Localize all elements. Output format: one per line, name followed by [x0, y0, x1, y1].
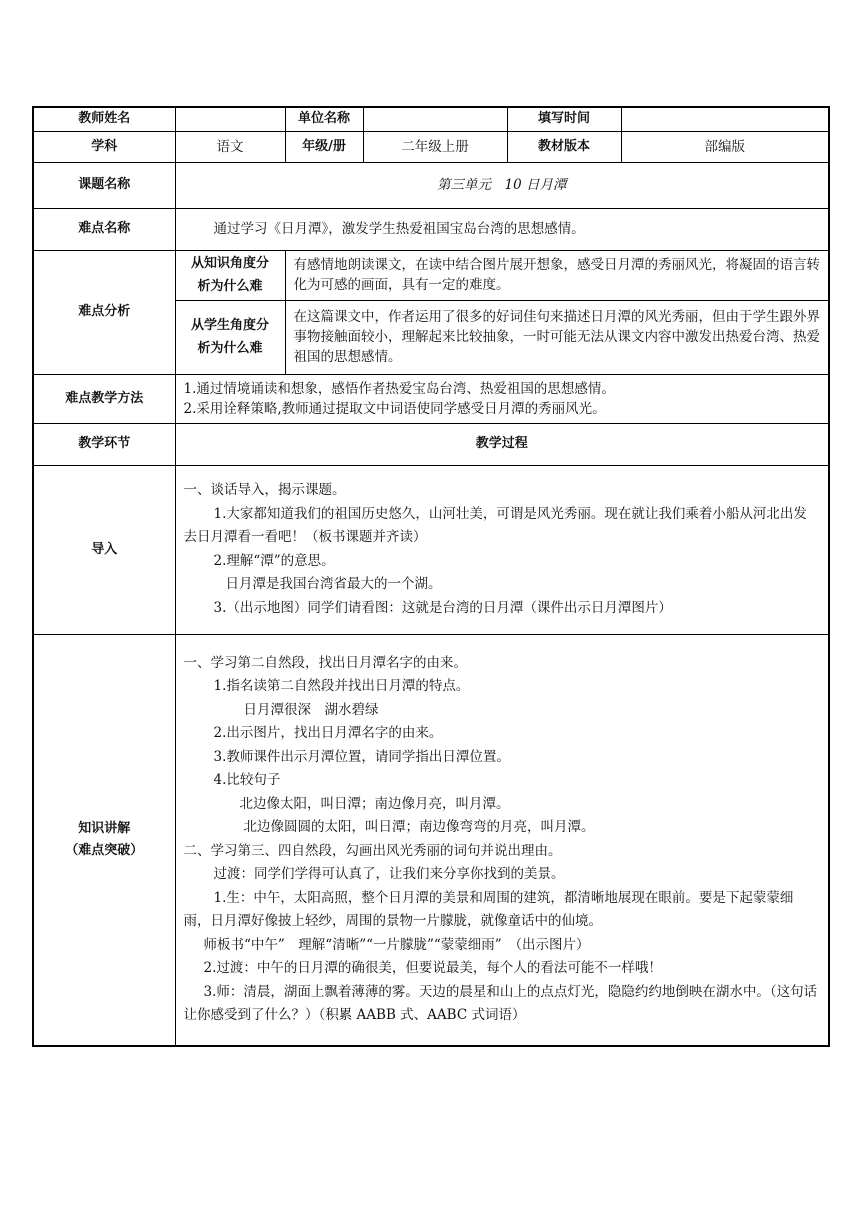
intro-line-4: 日月潭是我国台湾省最大的一个湖。 [225, 576, 442, 592]
grade-label: 年级/册 [285, 131, 363, 162]
unit-name-label: 单位名称 [285, 107, 363, 131]
knowledge-angle-label [175, 250, 285, 300]
intro-content [175, 465, 829, 634]
intro-label: 导入 [33, 465, 175, 634]
method-line-2: 2.采用诠释策略,教师通过提取文中词语使同学感受日月潭的秀丽风光。 [183, 400, 606, 417]
knowledge-angle-label-line1: 从知识角度分 [190, 256, 269, 271]
knowledge-line-14: 3.师：清晨，湖面上飘着薄薄的雾。天边的晨星和山上的点点灯光，隐隐约约地倒映在湖水中。（这句话让你感受到了什么？）（积累 AABB 式、AABC 式词语） [183, 983, 818, 1024]
intro-line-3: 2.理解“潭”的意思。 [213, 552, 335, 569]
method-text [175, 374, 829, 423]
fill-date-label: 填写时间 [507, 107, 621, 131]
knowledge-angle-label-line2: 析为什么难 [197, 279, 263, 294]
knowledge-line-4: 2.出示图片，找出日月潭名字的由来。 [213, 725, 443, 742]
process-header: 教学过程 [175, 423, 829, 465]
method-line-1: 1.通过情境诵读和想象，感悟作者热爱宝岛台湾、热爱祖国的思想感情。 [183, 380, 615, 397]
lesson-title-value: 第三单元 10 日月潭 [175, 162, 829, 208]
knowledge-line-13: 2.过渡：中午的日月潭的确很美，但要说最美，每个人的看法可能不一样哦！ [203, 960, 662, 977]
knowledge-line-5: 3.教师课件出示月潭位置，请同学指出日潭位置。 [213, 748, 510, 765]
difficulty-value: 通过学习《日月潭》，激发学生热爱祖国宝岛台湾的思想感情。 [175, 208, 829, 250]
knowledge-label-line2: （难点突破） [65, 842, 144, 858]
knowledge-line-7: 北边像太阳，叫日潭；南边像月亮，叫月潭。 [239, 795, 510, 812]
knowledge-line-9: 二、学习第三、四自然段，勾画出风光秀丽的词句并说出理由。 [183, 842, 562, 859]
intro-row [33, 465, 829, 634]
difficulty-row [33, 208, 829, 250]
knowledge-line-10: 过渡：同学们学得可认真了，让我们来分享你找到的美景。 [213, 866, 565, 883]
subject-value: 语文 [175, 131, 285, 162]
knowledge-row [33, 634, 829, 1046]
lesson-title-row [33, 162, 829, 208]
stage-header: 教学环节 [33, 423, 175, 465]
analysis-label: 难点分析 [33, 250, 175, 374]
teacher-name-label: 教师姓名 [33, 107, 175, 131]
grade-value: 二年级上册 [363, 131, 507, 162]
student-angle-label [175, 300, 285, 374]
knowledge-content [175, 634, 829, 1046]
lesson-plan-table [32, 106, 830, 1047]
knowledge-label-line1: 知识讲解 [78, 820, 131, 836]
intro-line-2: 1.大家都知道我们的祖国历史悠久，山河壮美，可谓是风光秀丽。现在就让我们乘着小船从河北出发去日月潭看一看吧！（板书课题并齐读） [183, 505, 807, 545]
meta-row [33, 131, 829, 162]
knowledge-line-8: 北边像圆圆的太阳，叫日潭；南边像弯弯的月亮，叫月潭。 [243, 819, 595, 836]
method-label: 难点教学方法 [33, 374, 175, 423]
teacher-name-value [175, 107, 285, 131]
student-angle-text: 在这篇课文中，作者运用了很多的好词佳句来描述日月潭的风光秀丽，但由于学生跟外界事物接触面较小，理解起来比较抽象，一时可能无法从课文内容中激发出热爱台湾、热爱祖国的思想感情。 [285, 300, 829, 374]
knowledge-label [33, 634, 175, 1046]
knowledge-line-6: 4.比较句子 [213, 772, 281, 789]
knowledge-line-2: 1.指名读第二自然段并找出日月潭的特点。 [213, 678, 470, 695]
lesson-plan-page [32, 106, 828, 1047]
analysis-knowledge-row [33, 250, 829, 300]
intro-line-1: 一、谈话导入，揭示课题。 [183, 482, 346, 498]
subject-label: 学科 [33, 131, 175, 162]
unit-name-value [363, 107, 507, 131]
lesson-title-label: 课题名称 [33, 162, 175, 208]
edition-label: 教材版本 [507, 131, 621, 162]
fill-date-value [621, 107, 829, 131]
knowledge-line-11: 1.生：中午，太阳高照，整个日月潭的美景和周围的建筑，都清晰地展现在眼前。要是下起蒙蒙细雨，日月潭好像披上轻纱，周围的景物一片朦胧，就像童话中的仙境。 [183, 889, 794, 930]
knowledge-line-1: 一、学习第二自然段，找出日月潭名字的由来。 [183, 654, 467, 671]
knowledge-line-3: 日月潭很深 湖水碧绿 [243, 701, 379, 718]
knowledge-line-12: 师板书“中午” 理解“清晰”“一片朦胧”“蒙蒙细雨” （出示图片） [203, 936, 590, 953]
knowledge-angle-text: 有感情地朗读课文，在读中结合图片展开想象，感受日月潭的秀丽风光，将凝固的语言转化为可感的画面，具有一定的难度。 [285, 250, 829, 300]
method-row [33, 374, 829, 423]
student-angle-label-line1: 从学生角度分 [190, 318, 269, 333]
intro-line-5: 3.（出示地图）同学们请看图：这就是台湾的日月潭（课件出示日月潭图片） [213, 599, 672, 616]
edition-value: 部编版 [621, 131, 829, 162]
process-header-row [33, 423, 829, 465]
student-angle-label-line2: 析为什么难 [197, 341, 263, 356]
header-row [33, 107, 829, 131]
difficulty-label: 难点名称 [33, 208, 175, 250]
